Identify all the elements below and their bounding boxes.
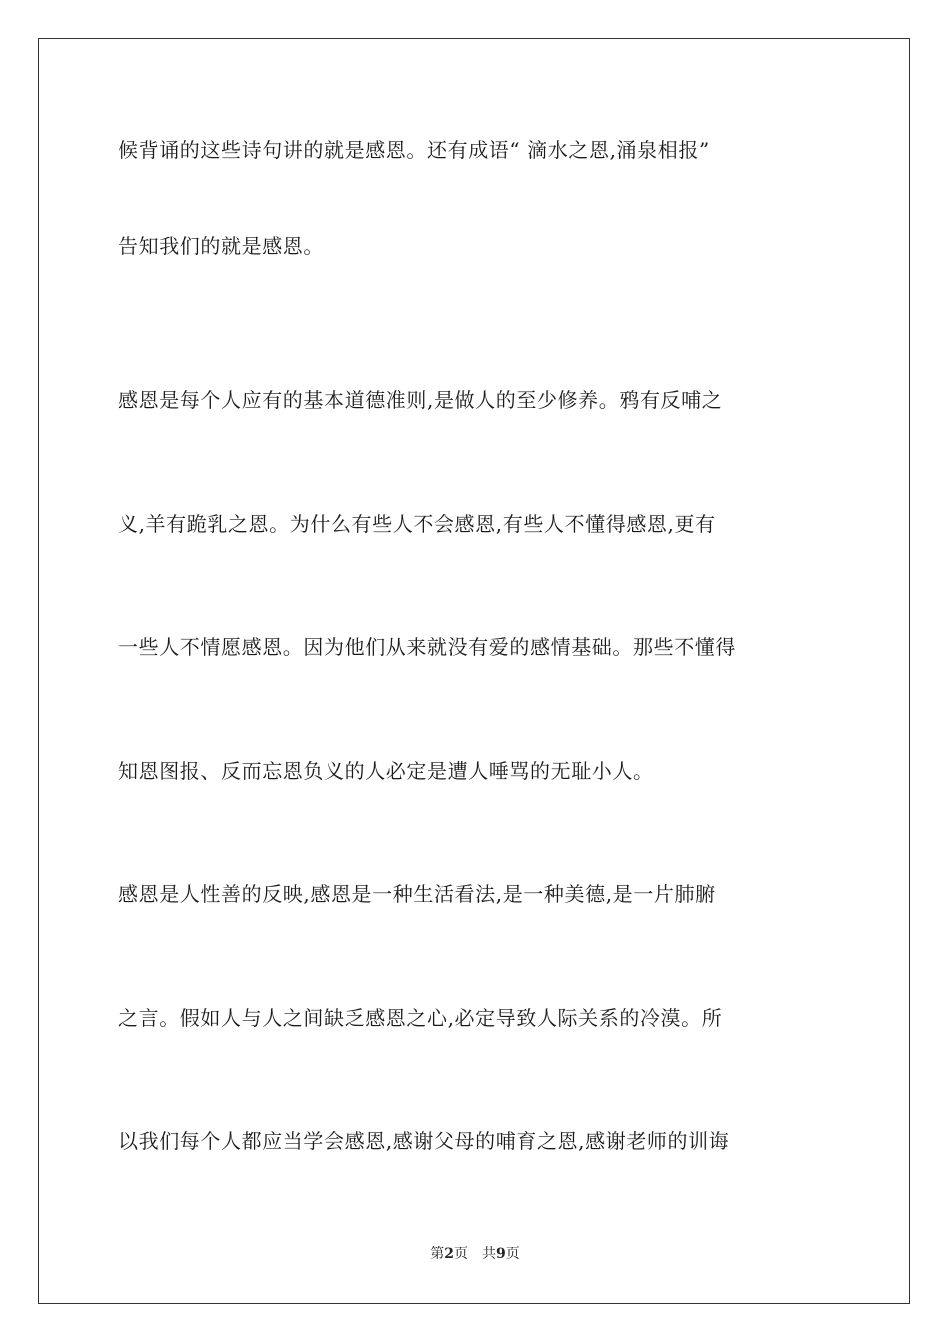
text-line-4: 义,羊有跪乳之恩。为什么有些人不会感恩,有些人不懂得感恩,更有 <box>118 512 716 536</box>
page-suffix: 页 <box>454 1246 468 1262</box>
text-line-6: 知恩图报、反而忘恩负义的人必定是遭人唾骂的无耻小人。 <box>118 759 654 783</box>
text-line-5: 一些人不情愿感恩。因为他们从来就没有爱的感情基础。那些不懂得 <box>118 635 736 659</box>
total-prefix: 共 <box>482 1246 496 1262</box>
text-line-3: 感恩是每个人应有的基本道德准则,是做人的至少修养。鸦有反哺之 <box>118 388 723 412</box>
text-line-1: 候背诵的这些诗句讲的就是感恩。还有成语“ 滴水之恩,涌泉相报” <box>118 138 710 162</box>
page-border <box>38 38 910 1304</box>
text-line-2: 告知我们的就是感恩。 <box>118 234 324 258</box>
total-suffix: 页 <box>505 1246 520 1262</box>
page-prefix: 第 <box>430 1246 445 1262</box>
text-line-9: 以我们每个人都应当学会感恩,感谢父母的哺育之恩,感谢老师的训诲 <box>118 1129 730 1153</box>
page-footer <box>0 1244 950 1264</box>
text-line-7: 感恩是人性善的反映,感恩是一种生活看法,是一种美德,是一片肺腑 <box>118 882 716 906</box>
total-pages: 9 <box>496 1246 506 1262</box>
page-number: 2 <box>444 1246 454 1262</box>
text-line-8: 之言。假如人与人之间缺乏感恩之心,必定导致人际关系的冷漠。所 <box>118 1006 723 1030</box>
